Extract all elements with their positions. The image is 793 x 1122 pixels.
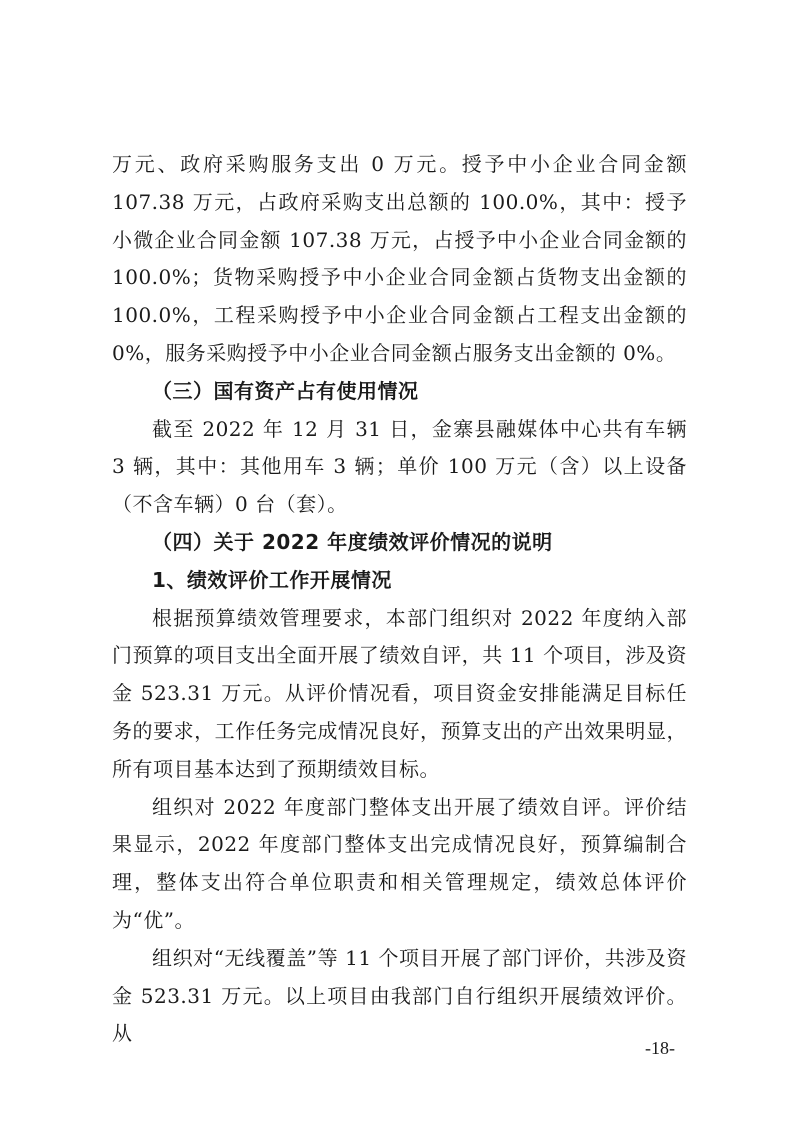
paragraph-department-evaluation: 组织对“无线覆盖”等 11 个项目开展了部门评价，共涉及资金 523.31 万元。以上项目由我部门自行组织开展绩效评价。从 bbox=[112, 945, 687, 1046]
heading-state-assets: （三）国有资产占有使用情况 bbox=[152, 378, 419, 403]
paragraph-vehicles: 截至 2022 年 12 月 31 日，金寨县融媒体中心共有车辆 3 辆，其中：其他用车 3 辆；单价 100 万元（含）以上设备（不含车辆）0 台（套）。 bbox=[112, 416, 687, 517]
heading-performance-evaluation: （四）关于 2022 年度绩效评价情况的说明 bbox=[152, 529, 553, 554]
document-body bbox=[112, 146, 687, 1053]
page-number: -18- bbox=[645, 1038, 675, 1058]
heading-work-progress: 1、绩效评价工作开展情况 bbox=[152, 567, 392, 592]
paragraph-self-evaluation: 根据预算绩效管理要求，本部门组织对 2022 年度纳入部门预算的项目支出全面开展了绩效自评，共 11 个项目，涉及资金 523.31 万元。从评价情况看，项目资金安排能满足目标任务的要求，工作任务完成情况良好，预算支出的产出效果明显，所有项目基本达到了预期绩效目标。 bbox=[112, 605, 687, 781]
paragraph-procurement-continued: 万元、政府采购服务支出 0 万元。授予中小企业合同金额 107.38 万元，占政府采购支出总额的 100.0%，其中：授予小微企业合同金额 107.38 万元，占授予中小企业合同金额的 100.0%；货物采购授予中小企业合同金额占货物支出金额的 100.0%，工程采购授予中小企业合同金额占工程支出金额的 0%，服务采购授予中小企业合同金额占服务支出金额的 0%。 bbox=[112, 152, 687, 365]
paragraph-overall-expenditure: 组织对 2022 年度部门整体支出开展了绩效自评。评价结果显示，2022 年度部门整体支出完成情况良好，预算编制合理，整体支出符合单位职责和相关管理规定，绩效总体评价为“优”。 bbox=[112, 794, 687, 932]
